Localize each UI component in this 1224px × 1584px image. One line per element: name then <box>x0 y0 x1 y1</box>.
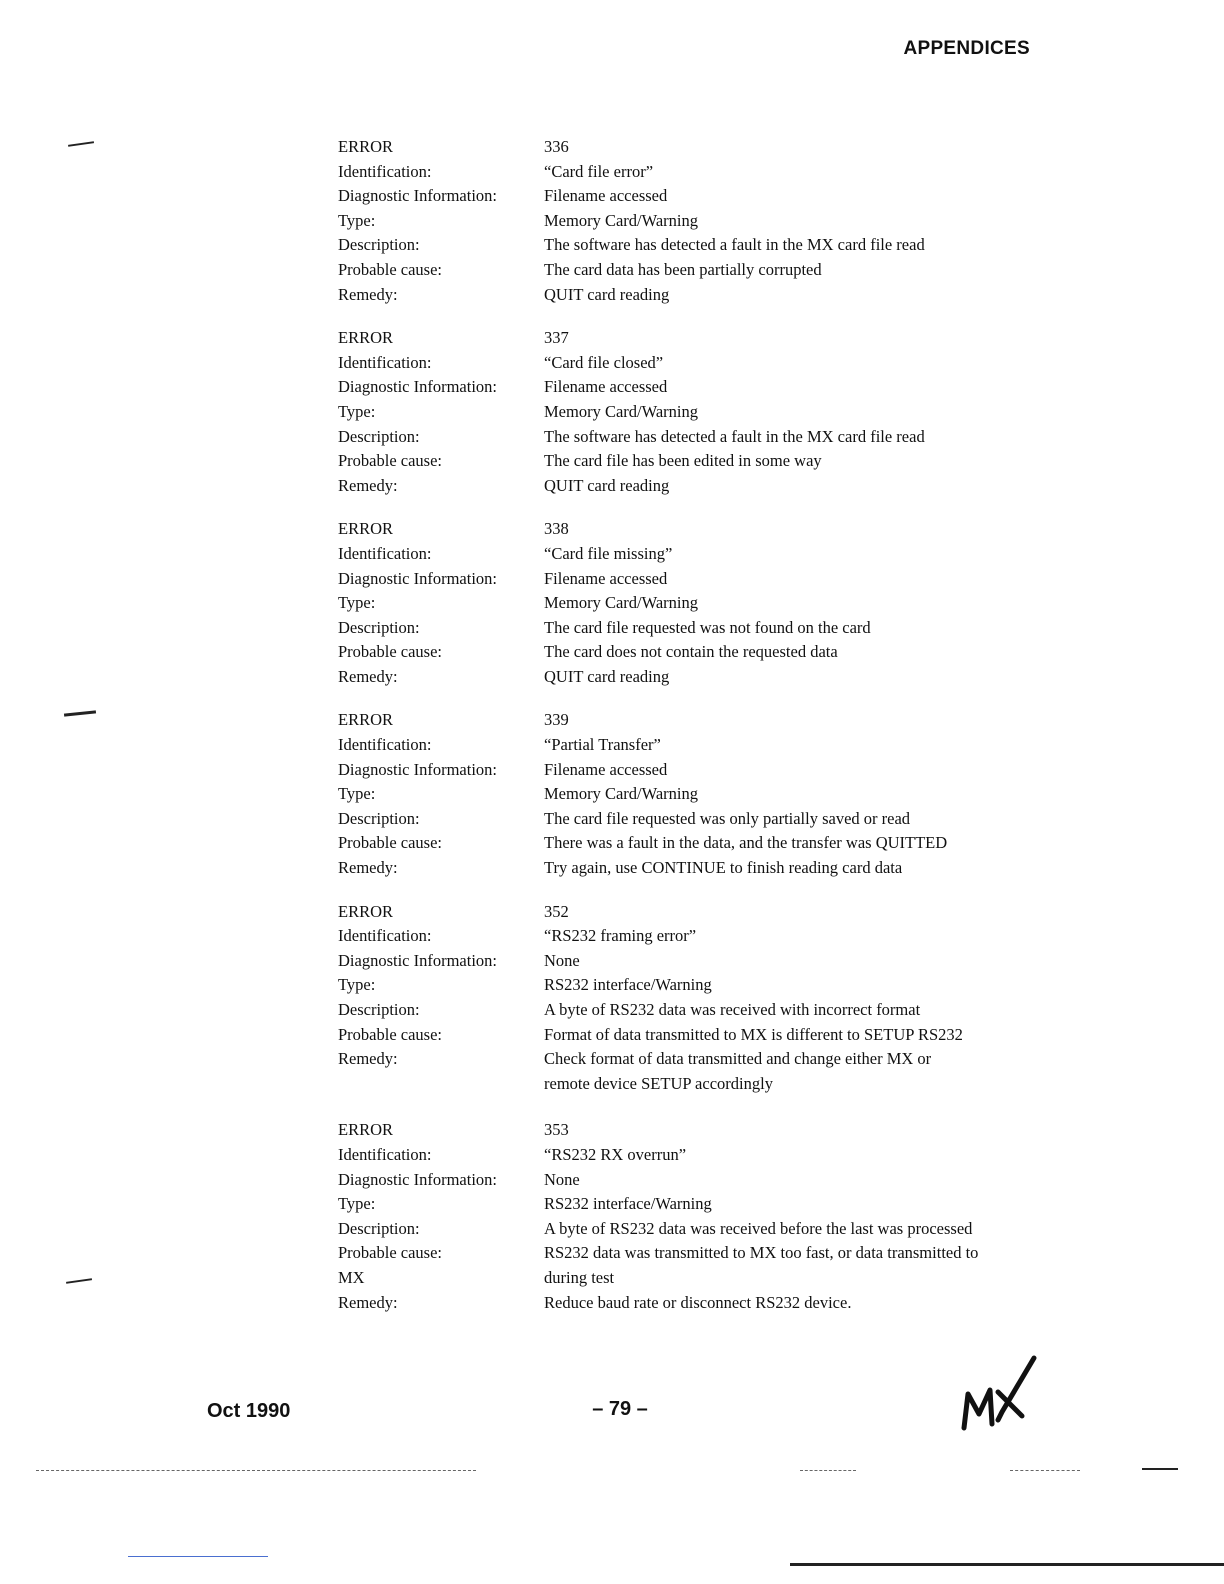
type-value: RS232 interface/Warning <box>544 975 712 995</box>
diagnostic-row <box>338 949 1058 974</box>
description-label: Description: <box>338 235 420 255</box>
error-code: 353 <box>544 1120 569 1140</box>
remedy-value: Check format of data transmitted and change either MX or <box>544 1049 932 1069</box>
error-entry <box>338 900 1058 1097</box>
error-code: 339 <box>544 710 569 730</box>
margin-mark <box>1142 1468 1178 1470</box>
identification-value: “Card file closed” <box>544 352 664 372</box>
remedy-row <box>338 283 1058 308</box>
error-label: ERROR <box>338 901 394 921</box>
cause-label: Probable cause: <box>338 451 443 471</box>
diagnostic-label: Diagnostic Information: <box>338 568 498 588</box>
remedy-label: Remedy: <box>338 1049 398 1069</box>
diagnostic-row <box>338 758 1058 783</box>
cause-row <box>338 831 1058 856</box>
description-value: The software has detected a fault in the MX card file read <box>544 235 925 255</box>
description-label: Description: <box>338 617 420 637</box>
remedy-row <box>338 665 1058 690</box>
cause-value: The card file has been edited in some way <box>544 451 822 471</box>
type-label: Type: <box>338 401 376 421</box>
description-row <box>338 233 1058 258</box>
diagnostic-value: None <box>544 1169 580 1189</box>
page-number: – 79 – <box>592 1398 648 1420</box>
description-value: A byte of RS232 data was received with incorrect format <box>544 1000 921 1019</box>
identification-row <box>338 160 1058 185</box>
margin-mark <box>68 141 94 146</box>
margin-mark <box>790 1563 1224 1566</box>
type-row <box>338 1192 1058 1217</box>
error-code: 338 <box>544 519 569 539</box>
diagnostic-row <box>338 375 1058 400</box>
diagnostic-value: Filename accessed <box>544 186 668 206</box>
type-label: Type: <box>338 1194 376 1214</box>
cause-value: Format of data transmitted to MX is different to SETUP RS232 <box>544 1024 963 1044</box>
remedy-value: QUIT card reading <box>544 284 670 304</box>
identification-label: Identification: <box>338 543 432 563</box>
error-row <box>338 517 1058 542</box>
remedy-label: Remedy: <box>338 1292 398 1312</box>
cause-row <box>338 1241 1058 1266</box>
cause-value-line2: during test <box>544 1267 615 1287</box>
description-row <box>338 616 1058 641</box>
description-value: A byte of RS232 data was received before the last was processed <box>544 1218 973 1238</box>
type-value: Memory Card/Warning <box>544 401 699 421</box>
scan-dashes <box>800 1470 856 1471</box>
remedy-value-line2: remote device SETUP accordingly <box>544 1073 773 1093</box>
identification-value: “Card file missing” <box>544 543 673 563</box>
identification-row <box>338 733 1058 758</box>
type-value: Memory Card/Warning <box>544 210 699 230</box>
remedy-label: Remedy: <box>338 284 398 304</box>
cause-label: Probable cause: <box>338 833 443 853</box>
error-label: ERROR <box>338 519 394 539</box>
margin-mark <box>128 1556 268 1557</box>
remedy-row <box>338 474 1058 499</box>
identification-label: Identification: <box>338 926 432 946</box>
identification-row <box>338 924 1058 949</box>
diagnostic-label: Diagnostic Information: <box>338 759 498 779</box>
description-label: Description: <box>338 426 420 446</box>
remedy-row <box>338 1291 1058 1316</box>
margin-mark <box>64 710 96 716</box>
section-header: APPENDICES <box>903 38 1030 59</box>
error-list <box>338 135 1058 1334</box>
error-entry <box>338 708 1058 880</box>
cause-value: RS232 data was transmitted to MX too fast, or data transmitted to <box>544 1243 979 1263</box>
cause-value: The card does not contain the requested data <box>544 642 838 662</box>
identification-row <box>338 351 1058 376</box>
error-row <box>338 135 1058 160</box>
cause-row <box>338 449 1058 474</box>
diagnostic-label: Diagnostic Information: <box>338 1169 498 1189</box>
error-label: ERROR <box>338 1120 394 1140</box>
error-label: ERROR <box>338 137 394 156</box>
remedy-row <box>338 856 1058 881</box>
remedy-label: Remedy: <box>338 666 398 686</box>
description-label: Description: <box>338 1218 420 1238</box>
error-row <box>338 708 1058 733</box>
type-value: Memory Card/Warning <box>544 784 699 804</box>
identification-value: “Card file error” <box>544 161 654 181</box>
diagnostic-label: Diagnostic Information: <box>338 186 498 206</box>
remedy-label: Remedy: <box>338 858 398 878</box>
error-entry <box>338 135 1058 307</box>
type-value: RS232 interface/Warning <box>544 1194 712 1214</box>
identification-row <box>338 542 1058 567</box>
cause-row-continued <box>338 1266 1058 1291</box>
type-label: Type: <box>338 210 376 230</box>
diagnostic-value: None <box>544 950 580 970</box>
cause-value: The card data has been partially corrupted <box>544 259 822 279</box>
description-value: The card file requested was only partially saved or read <box>544 808 911 828</box>
diagnostic-label: Diagnostic Information: <box>338 950 498 970</box>
type-row <box>338 782 1058 807</box>
diagnostic-value: Filename accessed <box>544 568 668 588</box>
description-row <box>338 807 1058 832</box>
error-label: ERROR <box>338 710 394 730</box>
footer-date: Oct 1990 <box>207 1400 291 1422</box>
scan-dashes <box>36 1470 476 1471</box>
remedy-row-continued <box>338 1072 1058 1097</box>
remedy-label: Remedy: <box>338 475 398 495</box>
error-row <box>338 326 1058 351</box>
description-label: Description: <box>338 1000 420 1019</box>
identification-value: “Partial Transfer” <box>544 735 661 755</box>
type-row <box>338 591 1058 616</box>
error-row <box>338 900 1058 925</box>
margin-mark <box>66 1278 92 1283</box>
identification-row <box>338 1143 1058 1168</box>
error-code: 337 <box>544 328 569 348</box>
cause-value: There was a fault in the data, and the transfer was QUITTED <box>544 833 948 853</box>
diagnostic-value: Filename accessed <box>544 377 668 397</box>
remedy-value: QUIT card reading <box>544 475 670 495</box>
description-value: The card file requested was not found on the card <box>544 617 871 637</box>
identification-label: Identification: <box>338 735 432 755</box>
cause-label: Probable cause: <box>338 1243 443 1263</box>
remedy-value: Reduce baud rate or disconnect RS232 device. <box>544 1292 852 1312</box>
remedy-row <box>338 1047 1058 1072</box>
cause-row <box>338 640 1058 665</box>
error-entry <box>338 517 1058 689</box>
identification-value: “RS232 framing error” <box>544 926 697 946</box>
description-value: The software has detected a fault in the MX card file read <box>544 426 925 446</box>
description-label: Description: <box>338 808 420 828</box>
type-label: Type: <box>338 975 376 995</box>
remedy-value: QUIT card reading <box>544 666 670 686</box>
remedy-value: Try again, use CONTINUE to finish reading card data <box>544 858 903 878</box>
diagnostic-label: Diagnostic Information: <box>338 377 498 397</box>
type-row <box>338 973 1058 998</box>
type-label: Type: <box>338 784 376 804</box>
type-value: Memory Card/Warning <box>544 593 699 613</box>
description-row <box>338 1217 1058 1242</box>
cause-continued-label: MX <box>338 1267 365 1287</box>
diagnostic-row <box>338 1168 1058 1193</box>
cause-row <box>338 258 1058 283</box>
identification-label: Identification: <box>338 161 432 181</box>
diagnostic-row <box>338 567 1058 592</box>
cause-label: Probable cause: <box>338 1024 443 1044</box>
description-row <box>338 425 1058 450</box>
error-entry <box>338 326 1058 498</box>
type-label: Type: <box>338 593 376 613</box>
mx-logo <box>952 1352 1042 1442</box>
type-row <box>338 400 1058 425</box>
error-code: 352 <box>544 901 569 921</box>
cause-row <box>338 1023 1058 1048</box>
error-code: 336 <box>544 137 569 156</box>
scan-dashes <box>1010 1470 1080 1471</box>
error-entry <box>338 1118 1058 1315</box>
description-row <box>338 998 1058 1023</box>
diagnostic-value: Filename accessed <box>544 759 668 779</box>
error-row <box>338 1118 1058 1143</box>
diagnostic-row <box>338 184 1058 209</box>
cause-label: Probable cause: <box>338 642 443 662</box>
identification-label: Identification: <box>338 1144 432 1164</box>
error-label: ERROR <box>338 328 394 348</box>
cause-label: Probable cause: <box>338 259 443 279</box>
identification-value: “RS232 RX overrun” <box>544 1144 687 1164</box>
type-row <box>338 209 1058 234</box>
identification-label: Identification: <box>338 352 432 372</box>
